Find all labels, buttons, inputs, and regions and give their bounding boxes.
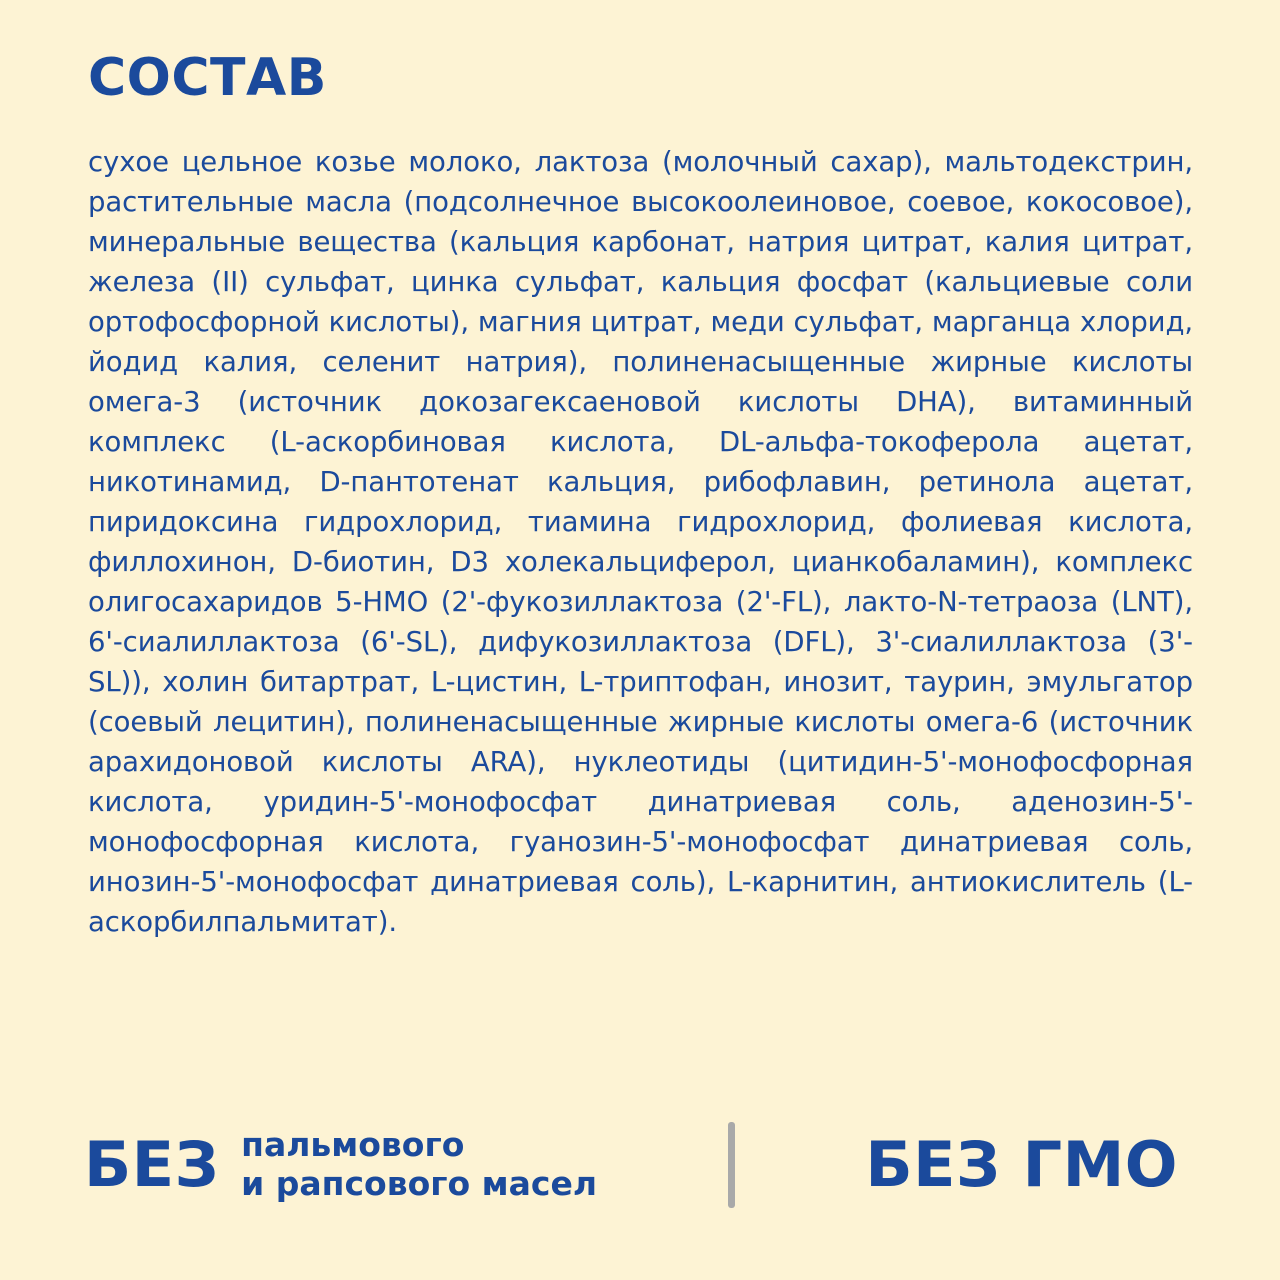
claim-left-detail (241, 1126, 597, 1203)
claim-no-gmo (865, 1128, 1196, 1201)
claims-row (84, 1122, 1196, 1208)
claim-right-text: БЕЗ ГМО (865, 1128, 1178, 1201)
claim-no-palm-rapeseed (84, 1126, 597, 1203)
claim-left-prefix: БЕЗ (84, 1128, 220, 1201)
claim-left-detail-line2: и рапсового масел (241, 1164, 598, 1203)
page-title: СОСТАВ (88, 48, 327, 108)
claim-left-detail-line1: пальмового (241, 1125, 465, 1165)
ingredients-text: сухое цельное козье молоко, лактоза (молочный сахар), мальтодекстрин, растительные масла (подсолнечное высокоолеиновое, соевое, кокосовое), минеральные вещества (кальция карбонат, натрия цитрат, калия цитрат, железа (II) сульфат, цинка сульфат, кальция фосфат (кальциевые соли ортофосфорной кислоты), магния цитрат, меди сульфат, марганца хлорид, йодид калия, селенит натрия), полиненасыщенные жирные кислоты омега-3 (источник докозагексаеновой кислоты DHA), витаминный комплекс (L-аскорбиновая кислота, DL-альфа-токоферола ацетат, никотинамид, D-пантотенат кальция, рибофлавин, ретинола ацетат, пиридоксина гидрохлорид, тиамина гидрохлорид, фолиевая кислота, филлохинон, D-биотин, D3 холекальциферол, цианкобаламин), комплекс олигосахаридов 5-HMO (2'-фукозиллактоза (2'-FL), лакто-N-тетраоза (LNT), 6'-сиалиллактоза (6'-SL), дифукозиллактоза (DFL), 3'-сиалиллактоза (3'-SL)), холин битартрат, L-цистин, L-триптофан, инозит, таурин, эмульгатор (соевый лецитин), полиненасыщенные жирные кислоты омега-6 (источник арахидоновой кислоты ARA), нуклеотиды (цитидин-5'-монофосфорная кислота, уридин-5'-монофосфат динатриевая соль, аденозин-5'-монофосфорная кислота, гуанозин-5'-монофосфат динатриевая соль, инозин-5'-монофосфат динатриевая соль), L-карнитин, антиокислитель (L-аскорбилпальмитат). (88, 146, 1193, 938)
vertical-divider (728, 1122, 735, 1208)
